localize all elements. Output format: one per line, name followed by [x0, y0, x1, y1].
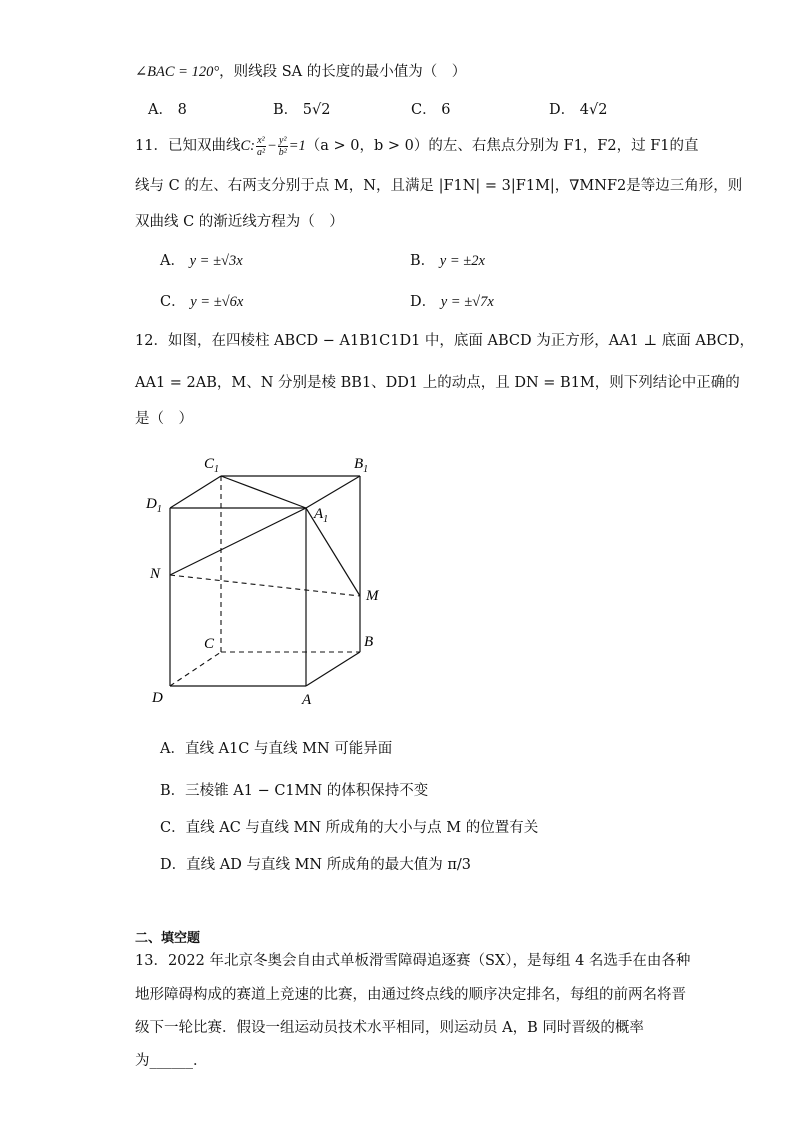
option-label: C．	[411, 102, 437, 118]
option-label: B．	[160, 783, 186, 799]
option-label: B．	[410, 253, 436, 269]
q11-number: 11．	[135, 138, 168, 154]
option-value: y = ±√3x	[189, 253, 243, 269]
label-n: N	[150, 566, 161, 582]
option-value: 直线 AC 与直线 MN 所成角的大小与点 M 的位置有关	[185, 820, 539, 836]
q12-line1-text: 如图，在四棱柱 ABCD − A1B1C1D1 中，底面 ABCD 为正方形，AA1 ⊥ 底面 ABCD，	[167, 333, 754, 349]
option-label: A．	[160, 741, 185, 757]
option-label: D．	[410, 294, 437, 310]
label-d1: $D_1$	[146, 496, 162, 515]
q12-line1	[135, 331, 754, 351]
option-value: 三棱锥 A1 − C1MN 的体积保持不变	[185, 783, 429, 799]
label-b1: $B_1$	[354, 456, 369, 475]
option-value: y = ±√7x	[440, 294, 494, 310]
option-value: 直线 AD 与直线 MN 所成角的最大值为 π/3	[186, 857, 471, 873]
edge-dc-hidden	[170, 652, 221, 686]
q11-option-d[interactable]	[410, 290, 494, 311]
q12-option-a[interactable]	[160, 737, 392, 758]
option-value: 8	[177, 102, 187, 118]
q11-line1-rest: （a > 0，b > 0）的左、右焦点分别为 F1，F2，过 F1的直	[305, 138, 699, 154]
label-d: D	[152, 690, 163, 706]
option-value: 直线 A1C 与直线 MN 可能异面	[184, 741, 393, 757]
q11-intro: 已知双曲线	[167, 138, 241, 154]
option-label: D．	[549, 102, 576, 118]
edge-c1a1	[221, 476, 306, 508]
option-label: D．	[160, 857, 187, 873]
label-m: M	[366, 588, 379, 604]
q13-line2: 地形障碍构成的赛道上竞速的比赛，由通过终点线的顺序决定排名，每组的前两名将晋	[135, 987, 686, 1003]
q13-line3: 级下一轮比赛．假设一组运动员技术水平相同，则运动员 A，B 同时晋级的概率	[135, 1020, 644, 1036]
q10-stem-text: ，则线段 SA 的长度的最小值为（ ）	[219, 64, 467, 80]
q10-angle-math: ∠BAC = 120°	[135, 64, 220, 80]
label-a1: $A_1$	[314, 506, 329, 525]
q11-option-b[interactable]	[410, 249, 485, 270]
label-c1: $C_1$	[204, 456, 220, 475]
option-label: B．	[273, 102, 299, 118]
edge-na1	[170, 508, 306, 575]
option-value: 4√2	[579, 102, 608, 118]
label-c: C	[204, 636, 215, 652]
option-label: C．	[160, 820, 186, 836]
option-value: y = ±2x	[439, 253, 485, 269]
q13-number: 13．	[135, 953, 168, 969]
q10-option-b[interactable]	[273, 98, 330, 119]
q12-line3: 是（ ）	[135, 411, 193, 427]
edge-a1b1	[306, 476, 360, 508]
label-a: A	[302, 692, 312, 708]
q11-option-a[interactable]	[160, 249, 243, 270]
q11-line1	[135, 133, 699, 159]
q13-line1	[135, 951, 690, 971]
edge-nm-hidden	[170, 575, 360, 596]
label-b: B	[364, 634, 374, 650]
edge-d1c1	[170, 476, 221, 508]
q10-option-a[interactable]	[148, 98, 187, 119]
q12-option-d[interactable]	[160, 853, 471, 874]
section-heading: 二、填空题	[135, 931, 201, 946]
option-label: A．	[148, 102, 173, 118]
edge-ab	[306, 652, 360, 686]
q12-number: 12．	[135, 333, 168, 349]
q10-stem	[135, 62, 466, 82]
q13-line1-text: 2022 年北京冬奥会自由式单板滑雪障碍追逐赛（SX），是每组 4 名选手在由各种	[167, 953, 691, 969]
option-value: 5√2	[302, 102, 331, 118]
q11-line2: 线与 C 的左、右两支分别于点 M，N，且满足 |F1N| = 3|F1M|，∇MNF2是等边三角形，则	[135, 178, 743, 194]
q11-equation: C: $\frac{\text{x²}}{\text{a²}}$ − $\frac{\text{y²}}{\text{b²}}$ =1	[240, 135, 306, 159]
q13-line4-answer-blank[interactable]: 为______．	[135, 1053, 208, 1069]
q12-option-b[interactable]	[160, 779, 428, 800]
q12-line2: AA1 = 2AB，M、N 分别是棱 BB1、DD1 上的动点，且 DN = B1M，则下列结论中正确的	[135, 375, 740, 391]
q10-option-c[interactable]	[411, 98, 450, 119]
option-label: C．	[160, 294, 186, 310]
option-value: y = ±√6x	[190, 294, 244, 310]
option-value: 6	[441, 102, 451, 118]
q11-option-c[interactable]	[160, 290, 243, 311]
q11-line3: 双曲线 C 的渐近线方程为（ ）	[135, 214, 344, 230]
q12-option-c[interactable]	[160, 816, 538, 837]
prism-figure	[138, 448, 398, 708]
q10-option-d[interactable]	[549, 98, 607, 119]
option-label: A．	[160, 253, 185, 269]
